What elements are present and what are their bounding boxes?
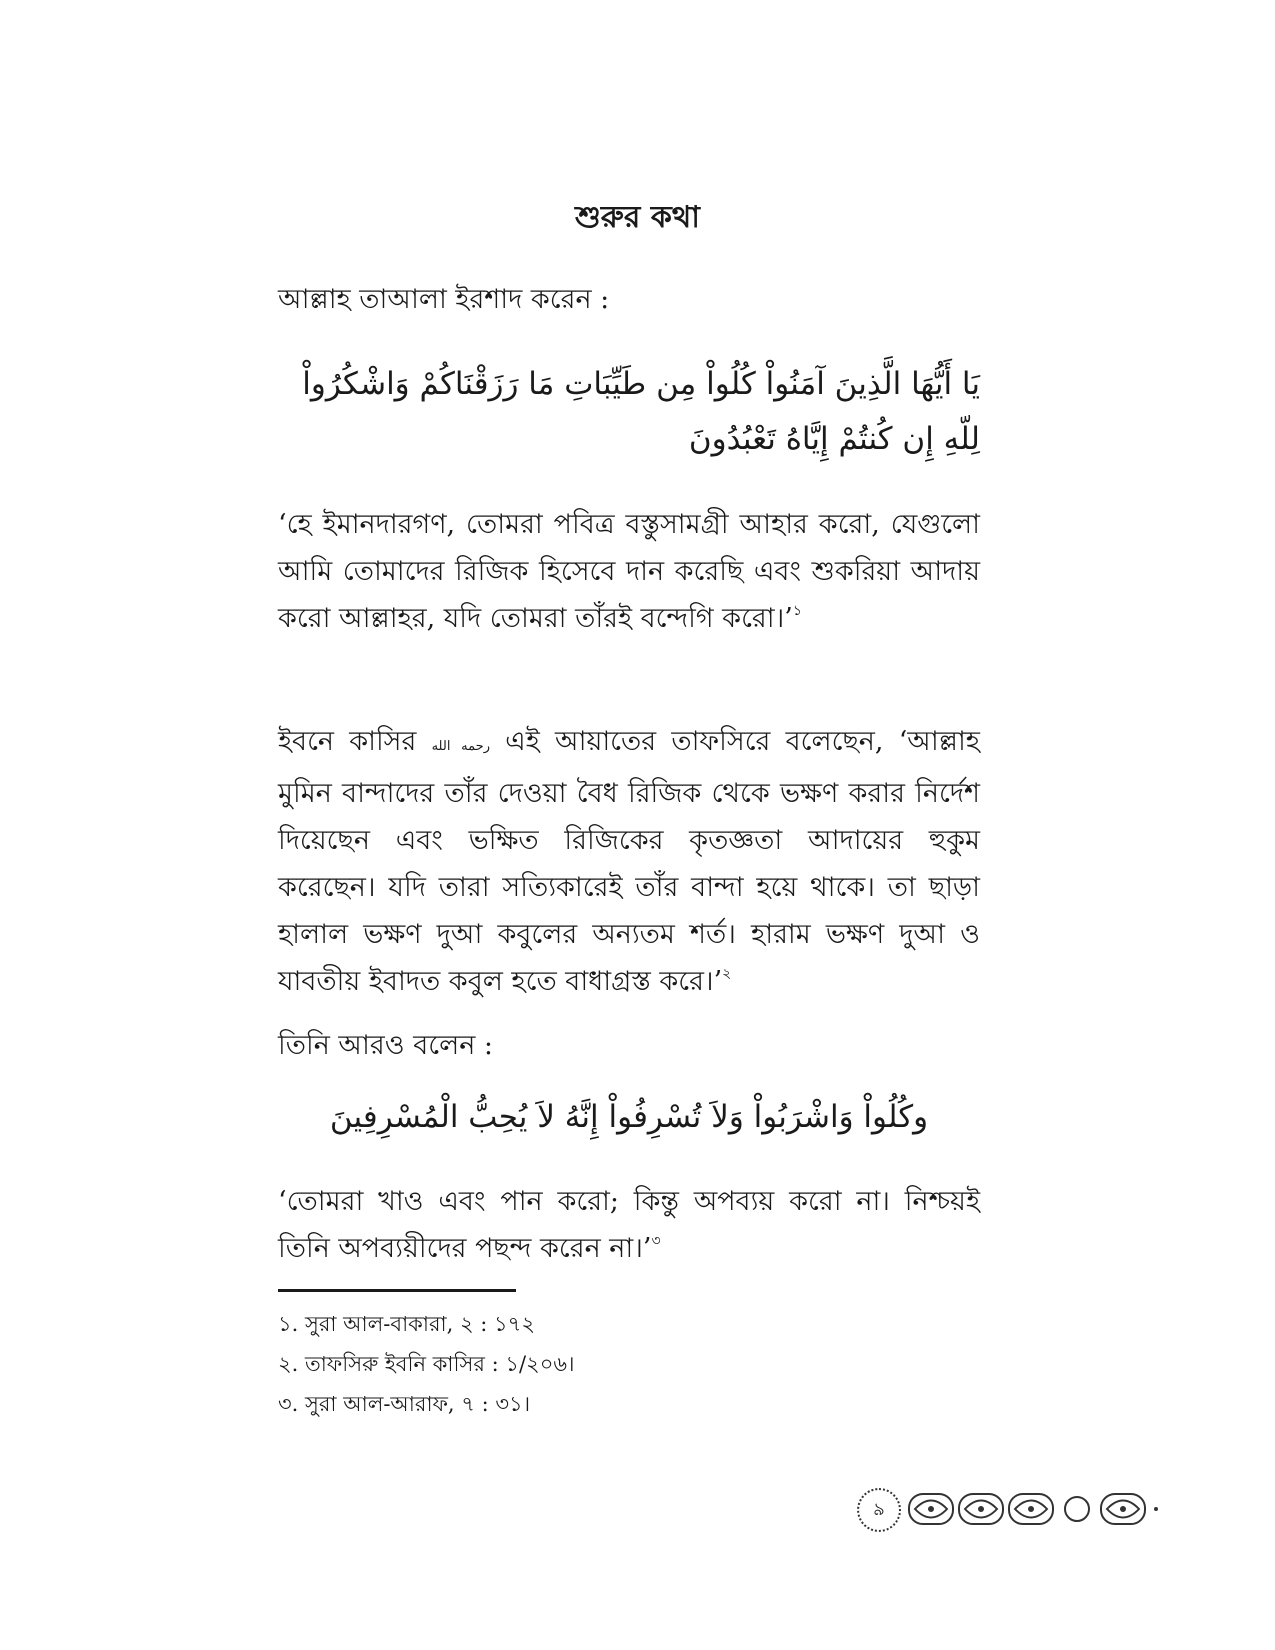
tafsir-paragraph [278,718,980,1005]
footnote-ref-1[interactable]: ১ [792,603,802,619]
honorific-icon: رحمه الله [431,739,490,754]
footnote-ref-3[interactable]: ৩ [651,1233,661,1249]
tafsir-author: ইবনে কাসির [278,726,417,757]
arabic-verse-2: وكُلُواْ وَاشْرَبُواْ وَلاَ تُسْرِفُواْ إِنَّهُ لاَ يُحِبُّ الْمُسْرِفِينَ [329,1099,929,1135]
translation-2-text: ‘তোমরা খাও এবং পান করো; কিন্তু অপব্যয় করো না। নিশ্চয়ই তিনি অপব্যয়ীদের পছন্দ করেন না।’ [278,1186,980,1264]
footnote-3: ৩. সুরা আল-আরাফ, ৭ : ৩১। [278,1392,531,1416]
page-number: ৯ [857,1488,901,1532]
footnotes [278,1304,980,1424]
intro-text: আল্লাহ তাআলা ইরশাদ করেন : [278,284,610,315]
footnote-1: ১. সুরা আল-বাকারা, ২ : ১৭২ [278,1312,535,1336]
ornament-icon [905,1486,1163,1532]
footnote-divider [278,1289,516,1292]
translation-paragraph-2 [278,1178,980,1272]
footnote-2: ২. তাফসিরু ইবনি কাসির : ১/২০৬। [278,1352,575,1376]
translation-1-text: ‘হে ইমানদারগণ, তোমরা পবিত্র বস্তুসামগ্রী আহার করো, যেগুলো আমি তোমাদের রিজিক হিসেবে দান করেছি এবং শুকরিয়া আদায় করো আল্লাহর, যদি তোমরা তাঁরই বন্দেগি করো।’ [278,509,980,634]
arabic-verse-1: يَا أَيُّهَا الَّذِينَ آمَنُواْ كُلُواْ مِن طَيِّبَاتِ مَا رَزَقْنَاكُمْ وَاشْكُرُواْ لِلّهِ إِن كُنتُمْ إِيَّاهُ تَعْبُدُونَ [302,366,980,457]
tafsir-text: এই আয়াতের তাফসিরে বলেছেন, ‘আল্লাহ মুমিন বান্দাদের তাঁর দেওয়া বৈধ রিজিক থেকে ভক্ষণ করার নির্দেশ দিয়েছেন এবং ভক্ষিত রিজিকের কৃতজ্ঞতা আদায়ের হুকুম করেছেন। যদি তারা সত্যিকারেই তাঁর বান্দা হয়ে থাকে। তা ছাড়া হালাল ভক্ষণ দুআ কবুলের অন্যতম শর্ত। হারাম ভক্ষণ দুআ ও যাবতীয় ইবাদত কবুল হতে বাধাগ্রস্ত করে।’ [278,726,980,997]
further-intro: তিনি আরও বলেন : [278,1030,493,1061]
page-title: শুরুর কথা [575,200,700,235]
translation-paragraph-1 [278,501,980,642]
footnote-ref-2[interactable]: ২ [722,966,732,982]
